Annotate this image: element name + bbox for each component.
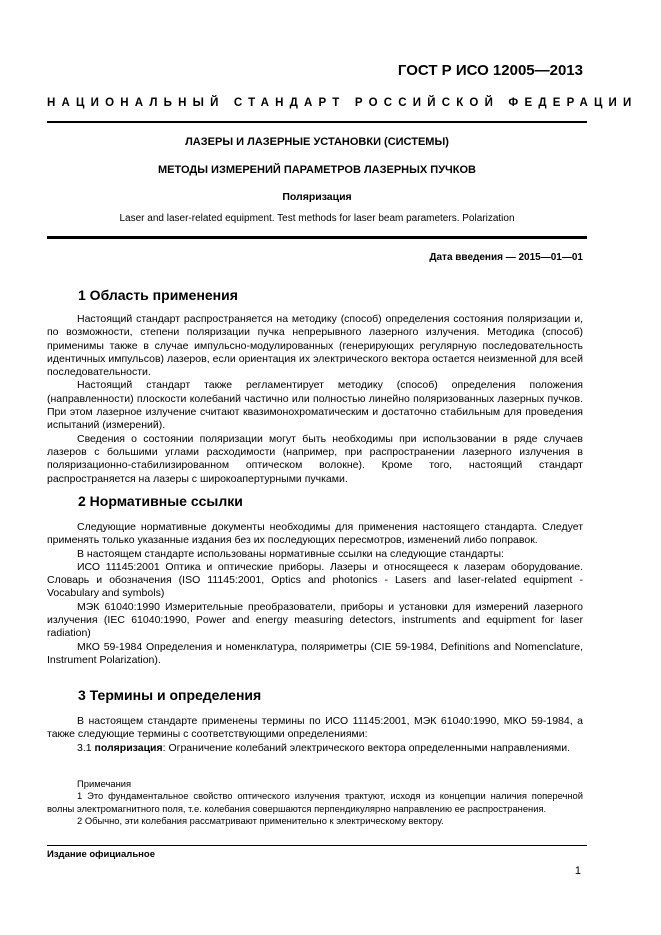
title-line-1: ЛАЗЕРЫ И ЛАЗЕРНЫЕ УСТАНОВКИ (СИСТЕМЫ) (185, 136, 449, 148)
paragraph: Сведения о состоянии поляризации могут быть необходимы при использовании в ряде случаев лазеров с большими углами расходимости (например, при распространении лазерного излучения в поляризационно-стабилизированном оптическом волокне). Кроме того, настоящий стандарт распространяется на лазеры с широкоапертурными пучками. (47, 432, 583, 485)
standard-code: ГОСТ Р ИСО 12005—2013 (397, 62, 583, 79)
paragraph: МЭК 61040:1990 Измерительные преобразователи, приборы и установки для измерений лазерного излучения (IEC 61040:1990, Power and energy measuring detectors, instruments and equipment for laser radiation) (47, 600, 583, 640)
subtitle: Поляризация (282, 191, 352, 203)
notes (47, 778, 583, 828)
term-text: : Ограничение колебаний электрического вектора определенными направлениями. (162, 741, 571, 754)
page-number: 1 (574, 865, 581, 877)
note: 2 Обычно, эти колебания рассматривают применительно к электрическому вектору. (77, 815, 444, 827)
paragraph: ИСО 11145:2001 Оптика и оптические приборы. Лазеры и относящееся к лазерам оборудование. Словарь и обозначения (ISO 11145:2001, Optics and photonics - Lasers and laser-related equipment - Vocabulary and symbols) (47, 560, 583, 600)
term-definition (47, 742, 583, 755)
section-1-heading: 1 Область применения (78, 287, 238, 303)
term-number: 3.1 (77, 741, 95, 754)
edition-label: Издание официальное (47, 849, 155, 860)
english-title: Laser and laser-related equipment. Test methods for laser beam parameters. Polarization (119, 213, 515, 224)
effective-date: Дата введения — 2015—01—01 (429, 252, 583, 263)
section-3-body (47, 715, 583, 755)
header-divider (47, 121, 587, 123)
paragraph: Настоящий стандарт также регламентирует методику (способ) определения положения (направленности) плоскости колебаний частично или полностью линейно поляризованных лазерных пучков. При этом лазерное излучение считают квазимонохроматическим и достаточно стабильным для проведения испытаний (измерений). (47, 379, 583, 432)
paragraph: МКО 59-1984 Определения и номенклатура, поляриметры (CIE 59-1984, Definitions and Nomenclature, Instrument Polarization). (47, 640, 583, 666)
paragraph: В настоящем стандарте использованы нормативные ссылки на следующие стандарты: (77, 547, 504, 560)
paragraph: В настоящем стандарте применены термины по ИСО 11145:2001, МЭК 61040:1990, МКО 59-1984, а также следующие термины с соответствующими определениями: (47, 715, 583, 741)
section-3-heading: 3 Термины и определения (78, 687, 262, 703)
term-name: поляризация (94, 741, 163, 754)
notes-title: Примечания (77, 778, 132, 789)
note: 1 Это фундаментальное свойство оптического излучения трактуют, исходя из концепции наличия поперечной волны электромагнитного поля, т.е. колебания совершаются перпендикулярно направлению ее распространения. (47, 790, 583, 814)
national-standard-banner: НАЦИОНАЛЬНЫЙ СТАНДАРТ РОССИЙСКОЙ ФЕДЕРАЦИИ (47, 97, 638, 109)
section-2-body (47, 521, 583, 667)
title-divider (47, 236, 587, 239)
title-line-2: МЕТОДЫ ИЗМЕРЕНИЙ ПАРАМЕТРОВ ЛАЗЕРНЫХ ПУЧКОВ (158, 164, 476, 176)
footer-divider (47, 845, 587, 846)
section-2-heading: 2 Нормативные ссылки (78, 493, 243, 509)
paragraph: Настоящий стандарт распространяется на методику (способ) определения состояния поляризации и, по возможности, степени поляризации пучка непрерывного лазерного излучения. Методика (способ) применимы также в случае импульсно-модулированных (генерирующих регулярную последовательность идентичных импульсов) лазеров, если ориентация их электрического вектора остается неизменной для всей последовательности. (47, 313, 583, 379)
section-1-body (47, 313, 583, 486)
paragraph: Следующие нормативные документы необходимы для применения настоящего стандарта. Следует применять только указанные издания без их последующих пересмотров, изменений либо поправок. (47, 521, 583, 547)
